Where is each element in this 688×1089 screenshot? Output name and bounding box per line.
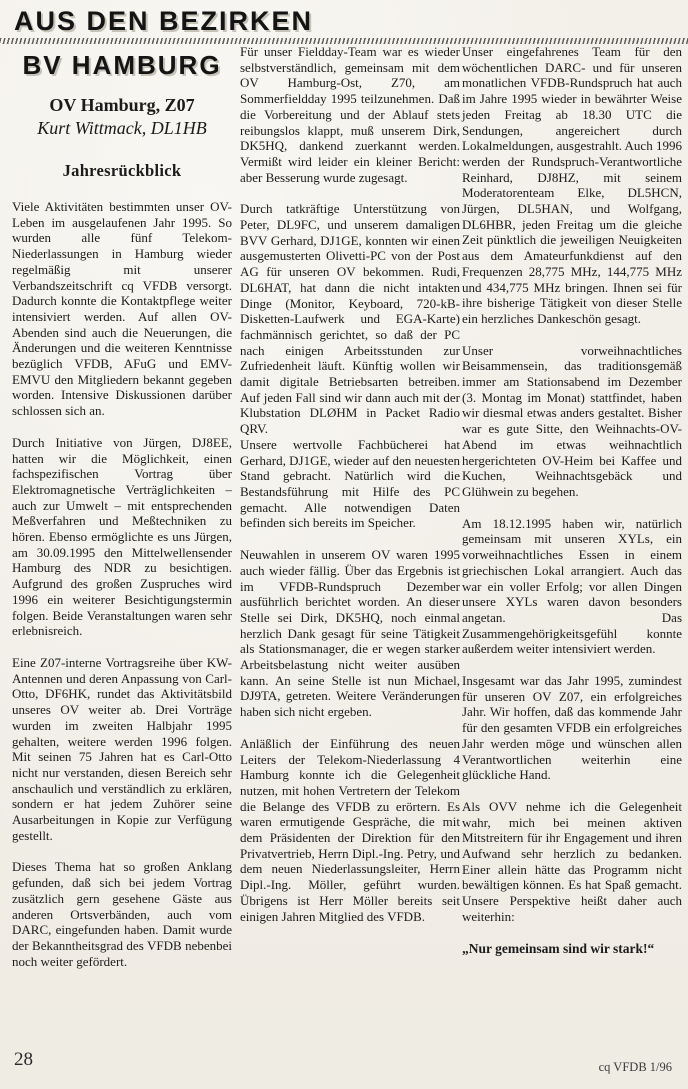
body-paragraph: Für unser Fieldday-Team war es wieder selbstverständlich, gemeinsam mit dem OV Hamburg-Ost, Z70, am Sommerfieldday 1995 teilzunehmen. Daß die Vorbereitung und der Ablauf stets reibungslos klappt, muß unserem Dirk, DK5HQ, dankend zuerkannt werden. Vermißt wird leider ein kleiner Bericht: aber Besserung wurde zugesagt. <box>240 44 460 185</box>
body-paragraph: Anläßlich der Einführung des neuen Leiters der Telekom-Niederlassung 4 Hamburg konnte ich die Gelegenheit nutzen, mit hohen Vertretern der Telekom die Belange des VFDB zu erörtern. Es waren ermutigende Gespräche, die mit dem Präsidenten der Direktion für den Privatvertrieb, Herrn Dipl.-Ing. Petry, und dem neuen Niederlassungsleiter, Herrn Dipl.-Ing. Möller, geführt wurden. Übrigens ist Herr Möller bereits seit einigen Jahren Mitglied des VFDB. <box>240 735 460 924</box>
column-3 <box>462 44 682 957</box>
body-paragraph: Unsere wertvolle Fachbücherei hat Gerhard, DJ1GE, wieder auf den neuesten Stand gebracht. Natürlich wird die Bestandsführung mit Hilfe des PC gemacht. Alle notwendigen Daten befinden sich bereits im Speicher. <box>240 436 460 531</box>
region-title: BV HAMBURG <box>22 50 222 80</box>
body-paragraph: Dieses Thema hat so großen Anklang gefunden, daß sich bei jedem Vortrag zusätzlich gern gesehene Gäste aus anderen Ortsverbänden, auch vom DARC, eingefunden haben. Damit wurde der Bekanntheitsgrad des VFDB nebenbei noch weiter gefördert. <box>12 859 232 969</box>
body-paragraph: Am 18.12.1995 haben wir, natürlich gemeinsam mit unseren XYLs, ein vorweihnachtliches Essen in einem griechischen Lokal arrangiert. Auch das war ein voller Erfolg; vor allen Dingen unsere XYLs waren davon besonders angetan. Das Zusammengehörigkeitsgefühl konnte außerdem weiter intensiviert werden. <box>462 515 682 657</box>
body-paragraph: Insgesamt war das Jahr 1995, zumindest für unseren OV Z07, ein erfolgreiches Jahr. Wir hoffen, daß das kommende Jahr für den gesamten VFDB ein erfolgreiches Jahr werden möge und wünschen allen Verantwortlichen weiterhin eine glückliche Hand. <box>462 673 682 783</box>
body-paragraph: Viele Aktivitäten bestimmten unser OV-Leben im ausgelaufenen Jahr 1995. So wurden alle fünf Telekom-Niederlassungen in Hamburg wieder regelmäßig mit unserer Verbandszeitschrift cq VFDB versorgt. Dadurch konnte die Kontaktpflege weiter intensiviert werden. Auf allen OV-Abenden sind auch die Neuerungen, die Änderungen und die weiteren Kenntnisse bezüglich VFDB, AFuG und EMV-EMVU den Mitgliedern bekannt gegeben worden. Intensive Diskussionen darüber schlossen sich an. <box>12 199 232 419</box>
closing-quote: „Nur gemeinsam sind wir stark!“ <box>462 940 655 956</box>
section-title: AUS DEN BEZIRKEN <box>14 6 314 36</box>
body-paragraph: Unser eingefahrenes Team für den wöchentlichen DARC- und für unseren monatlichen VFDB-Rundspruch hat auch im Jahre 1995 wieder in bewährter Weise jeden Freitag ab 18.30 UTC die Sendungen, angereichert durch Lokalmeldungen, ausgestrahlt. Auch 1996 werden der Rundspruch-Verantwortliche Reinhard, DJ8HZ, mit seinem Moderatorenteam Elke, DL5HCN, Jürgen, DL5HAN, und Wolfgang, DL6HBR, jeden Freitag um die gleiche Zeit pünktlich die jeweiligen Neuigkeiten aus dem Amateurfunkdienst auf den Frequenzen 28,775 MHz, 144,775 MHz und 434,775 MHz bringen. Ihnen sei für ihre bisherige Tätigkeit von dieser Stelle ein herzliches Dankeschön gesagt. <box>462 44 682 326</box>
author-byline: Kurt Wittmack, DL1HB <box>37 118 207 138</box>
page-number: 28 <box>14 1049 33 1070</box>
body-paragraph: Eine Z07-interne Vortragsreihe über KW-Antennen und deren Anpassung von Carl-Otto, DF6HK, rundet das Aktivitätsbild unseres OV weiter ab. Drei Vorträge wurden im zweiten Halbjahr 1995 gehalten, weitere werden 1996 folgen. Mit seinen 75 Jahren hat es Carl-Otto nicht nur verstanden, diesen Bereich sehr anschaulich und verständlich zu erklären, sondern er hat jedem Zuhörer seine Ausarbeitungen in Kopie zur Verfügung gestellt. <box>12 654 232 843</box>
column-1 <box>12 44 232 985</box>
body-paragraph: Neuwahlen in unserem OV waren 1995 auch wieder fällig. Über das Ergebnis ist im VFDB-Rundspruch Dezember ausführlich berichtet worden. An dieser Stelle sei Dirk, DK5HQ, noch einmal herzlich Dank gesagt für seine Tätigkeit als Stationsmanager, die er wegen starker Arbeitsbelastung nicht weiter ausüben kann. An seine Stelle ist nun Michael, DJ9TA, getreten. Weitere Veränderungen haben sich nicht ergeben. <box>240 547 460 720</box>
body-paragraph: Unser vorweihnachtliches Beisammensein, das traditionsgemäß immer am Stationsabend im Dezember (3. Montag im Monat) stattfindet, haben wir diesmal etwas anders gestaltet. Bisher war es gute Sitte, den Weihnachts-OV-Abend im etwas weihnachtlich hergerichteten OV-Heim bei Kaffee und Kuchen, Weihnachtsgebäck und Glühwein zu begehen. <box>462 342 682 499</box>
body-paragraph: Durch tatkräftige Unterstützung von Peter, DL9FC, und unserem damaligen BVV Gerhard, DJ1GE, konnten wir einen ausgemusterten Olivetti-PC von der Post AG für unseren OV bekommen. Rudi, DL6HAT, hat dann die nicht intakten Dinge (Monitor, Keyboard, 720-kB-Disketten-Laufwerk und EGA-Karte) fachmännisch gerichtet, so daß der PC nach einigen Arbeitsstunden zur Zufriedenheit läuft. Künftig wollen wir damit digitale Betriebsarten betreiben. Auf jeden Fall sind wir dann auch mit der Klubstation DLØHM in Packet Radio QRV. <box>240 201 460 437</box>
column-2 <box>240 44 460 940</box>
journal-reference: cq VFDB 1/96 <box>598 1060 672 1074</box>
ov-title: OV Hamburg, Z07 <box>49 95 195 115</box>
body-paragraph: Als OVV nehme ich die Gelegenheit wahr, mich bei meinen aktiven Mitstreitern für ihr Engagement und ihren Aufwand sehr herzlich zu bedanken. Einer allein hätte das Programm nicht bewältigen können. Es hat Spaß gemacht. Unsere Perspektive heißt daher auch weiterhin: <box>462 798 682 924</box>
article-heading: Jahresrückblick <box>62 161 182 180</box>
body-paragraph: Durch Initiative von Jürgen, DJ8EE, hatten wir die Möglichkeit, einen fachspezifischen Vortrag über Elektromagnetische Verträglichkeiten – auch zur Umwelt – mit entsprechenden Meßverfahren und Meßtechniken zu hören. Ebenso ermöglichte es uns Jürgen, am 30.09.1995 den Mittelwellensender Hamburg des NDR zu besichtigen. Aufgrund des großen Zuspruches wird 1996 ein weiterer Besichtigungstermin folgen. Beide Veranstaltungen waren sehr erlebnisreich. <box>12 434 232 639</box>
